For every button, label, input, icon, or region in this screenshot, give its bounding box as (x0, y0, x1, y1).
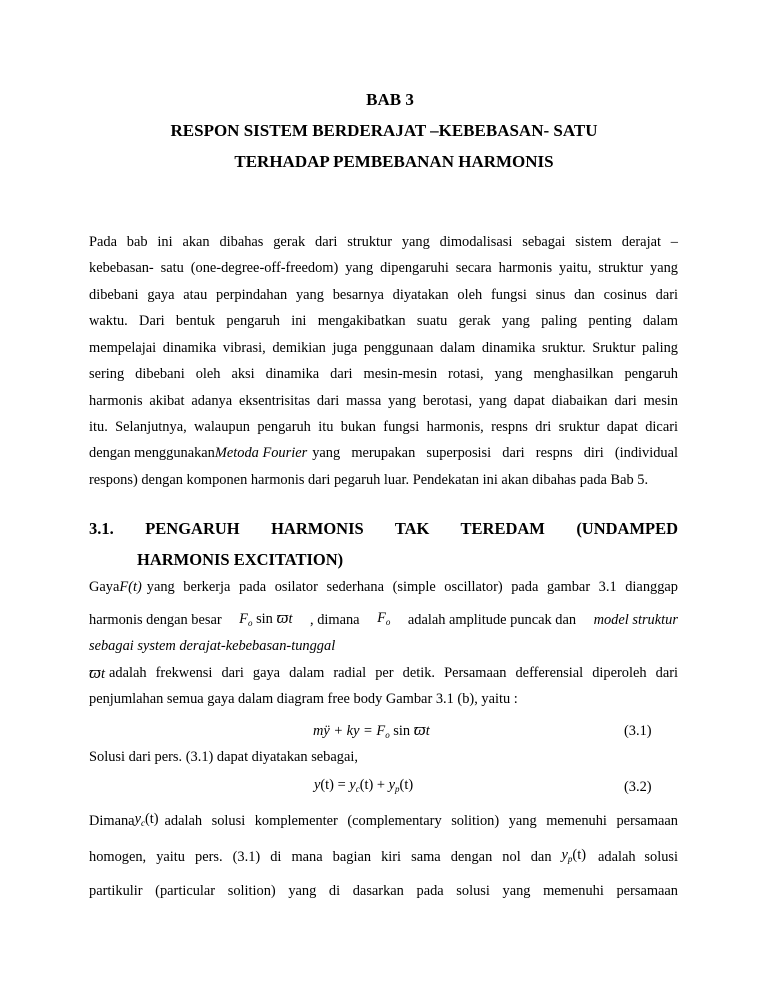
math-paren-t: (t) (144, 811, 159, 827)
chapter-title-line1: RESPON SISTEM BERDERAJAT –KEBEBASAN- SATU (170, 121, 598, 140)
intro-line: mempelajai dinamika vibrasi, demikian juga penggunaan dalam dinamika sruktur. Sruktur paling (89, 340, 678, 356)
section-line-9: partikulir (particular solition) yang di dasarkan pada solusi yang memenuhi persamaan (89, 883, 678, 899)
math-paren-t: (t) (359, 777, 374, 793)
equation-number: (3.1) (624, 723, 652, 739)
math-y: y (388, 777, 396, 793)
section-line-2 (89, 607, 678, 630)
metoda-fourier-text: Metoda Fourier (214, 445, 308, 461)
section-heading-line1 (89, 518, 678, 540)
math-sub-o: o (385, 617, 391, 627)
intro-line: harmonis akibat adanya eksentrisitas dari massa yang berotasi, yang dapat diabaikan dari mesin (89, 393, 678, 409)
math-omega: ϖ (276, 607, 289, 627)
section-number: 3.1. (89, 519, 114, 538)
math-F: F (239, 610, 248, 627)
section-text: , dimana (310, 612, 360, 628)
math-t: t (288, 610, 293, 627)
math-y: y (349, 777, 356, 793)
math-F: F (377, 610, 386, 626)
math-F: F (376, 723, 386, 739)
math-sin: sin (256, 610, 273, 627)
intro-line9-before: dengan menggunakan (89, 445, 215, 461)
intro-line9-after: yang merupakan superposisi dari respns diri (individual (312, 445, 678, 461)
intro-line: respons) dengan komponen harmonis dari pegaruh luar. Pendekatan ini akan dibahas pada Bab 5. (89, 472, 649, 488)
intro-line: kebebasan- satu (one-degree-off-freedom) yang dipengaruhi secara harmonis yaitu, struktur yang (89, 260, 678, 276)
section-line-1 (89, 577, 678, 597)
math-sub-c: c (355, 784, 360, 794)
math-sub-p: p (395, 784, 400, 794)
eq1-lhs: mÿ + ky = (313, 723, 373, 739)
equation-number: (3.2) (624, 779, 652, 795)
math-equals: = (337, 777, 346, 793)
equation-3-2 (314, 775, 413, 795)
section-text: adalah amplitude puncak dan (407, 612, 577, 628)
intro-line: waktu. Dari bentuk pengaruh ini mengakibatkan suatu gerak yang paling penting dalam (89, 313, 678, 329)
section-word: TEREDAM (460, 519, 545, 538)
omega-t-symbol (89, 663, 105, 684)
section-line-5: penjumlahan semua gaya dalam diagram free body Gambar 3.1 (b), yaitu : (89, 691, 518, 707)
math-omega: ϖ (413, 720, 426, 739)
section-line-3: sebagai system derajat-kebebasan-tunggal (89, 638, 336, 654)
chapter-label: BAB 3 (366, 90, 414, 109)
section-word: (UNDAMPED (576, 519, 679, 538)
math-sub-p: p (567, 854, 573, 864)
intro-line: dibebani gaya atau perpindahan yang besarnya diyatakan oleh fungsi sinus dan cosinus dari (89, 287, 678, 303)
section-line-7 (89, 811, 678, 831)
section-line-4 (89, 663, 678, 683)
section-line-6: Solusi dari pers. (3.1) dapat diyatakan sebagai, (89, 749, 358, 765)
section-line-8 (89, 847, 678, 867)
section-text: adalah frekwensi dari gaya dalam radial per detik. Persamaan defferensial diperoleh dari (109, 665, 678, 681)
fo-symbol (377, 608, 390, 632)
section-text: adalah solusi (598, 849, 678, 865)
chapter-title-line2: TERHADAP PEMBEBANAN HARMONIS (234, 152, 554, 171)
yp-symbol (562, 845, 586, 869)
ft-symbol: F(t) (119, 579, 142, 595)
math-sub-o: o (247, 617, 253, 628)
math-y: y (561, 847, 568, 863)
math-plus: + (376, 777, 386, 793)
section-heading-line2: HARMONIS EXCITATION) (137, 550, 344, 569)
math-omega: ϖ (89, 662, 102, 682)
equation-3-1 (313, 720, 430, 740)
section-word: TAK (394, 519, 430, 538)
math-sub-c: c (140, 818, 145, 828)
math-t: t (101, 665, 106, 682)
math-sub-o: o (385, 730, 390, 740)
section-text: homogen, yaitu pers. (3.1) di mana bagian kiri sama dengan nol dan (89, 849, 552, 865)
intro-line: itu. Selanjutnya, walaupun pengaruh itu bukan fungsi harmonis, respns dri sruktur dapat dicari (89, 419, 678, 435)
text-gaya: Gaya (89, 579, 120, 595)
section-text: yang berkerja pada osilator sederhana (simple oscillator) pada gambar 3.1 dianggap (146, 579, 678, 595)
section-text: Dimana (89, 813, 135, 829)
math-sin: sin (393, 723, 411, 739)
yc-symbol (135, 809, 159, 833)
math-y: y (134, 811, 141, 827)
section-text: harmonis dengan besar (89, 612, 222, 628)
section-text-italic: model struktur (593, 612, 678, 628)
math-paren-t: (t) (572, 847, 586, 863)
math-t: t (425, 723, 430, 739)
section-word: HARMONIS (271, 519, 364, 538)
math-y: y (314, 777, 321, 793)
section-text: adalah solusi komplementer (complementary solition) yang memenuhi persamaan (164, 813, 678, 829)
intro-line: sering dibebani oleh aksi dinamika dari mesin-mesin rotasi, yang menghasilkan pengaruh (89, 366, 678, 382)
force-amplitude-expr (239, 608, 292, 633)
math-paren-t: (t) (320, 777, 334, 793)
math-paren-t: (t) (399, 777, 414, 793)
section-word: PENGARUH (145, 519, 240, 538)
intro-line: Pada bab ini akan dibahas gerak dari struktur yang dimodalisasi sebagai sistem derajat – (89, 234, 678, 250)
intro-line-9 (89, 443, 678, 463)
